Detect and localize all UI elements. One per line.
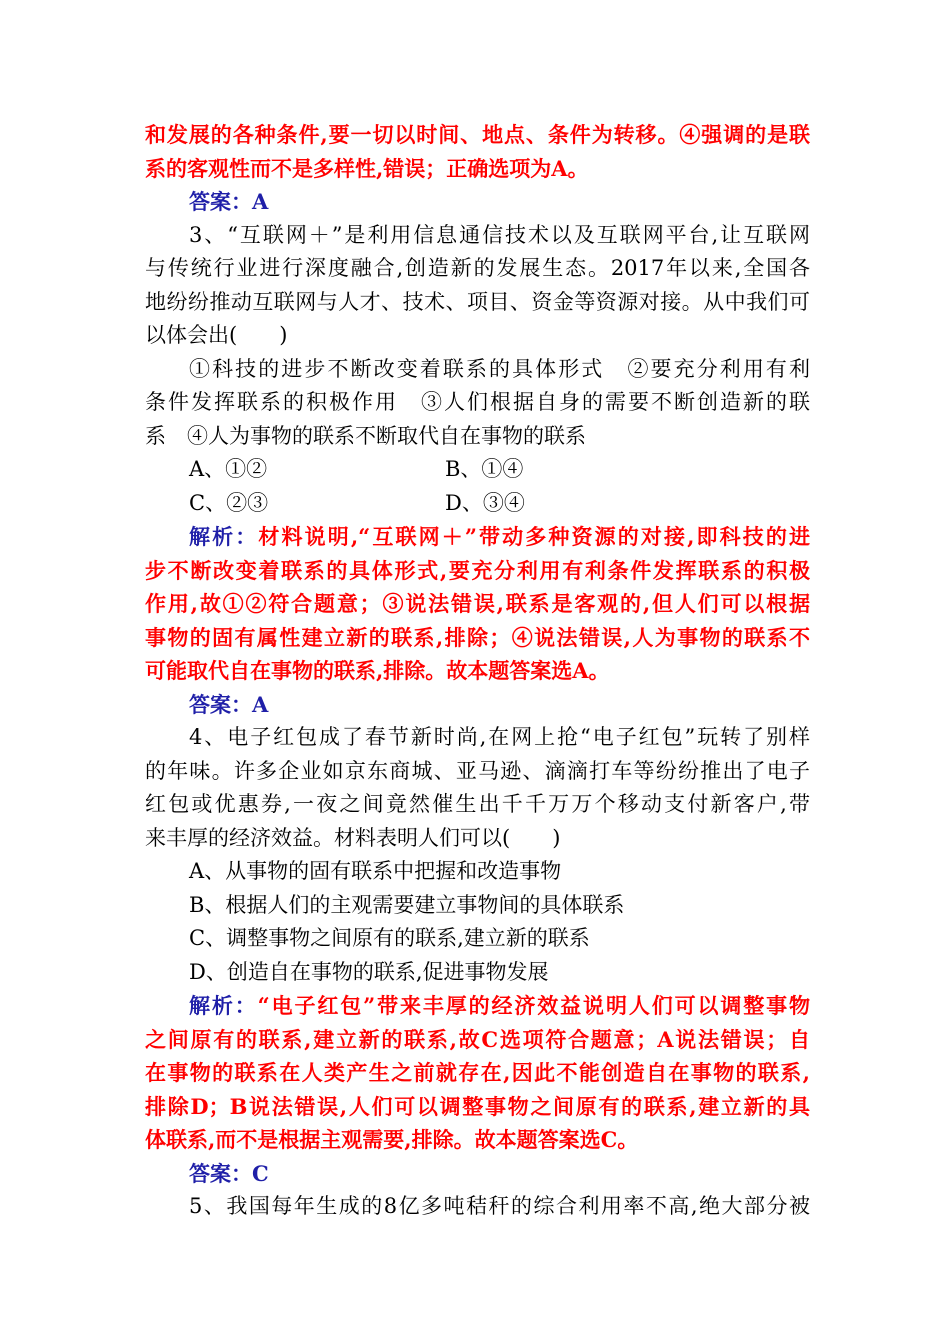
analysis-text: 可能取代自在事物的联系,排除。故本题答案选A。 [145,658,610,683]
analysis-text: 事物的固有属性建立新的联系,排除；④说法错误,人为事物的联系不 [145,624,810,650]
analysis-text: 系的客观性而不是多样性,错误；正确选项为A。 [145,155,589,181]
question-stem: 地纷纷推动互联网与人才、技术、项目、资金等资源对接。从中我们可 [145,289,810,314]
option-row [145,487,810,521]
analysis-line [145,989,810,1023]
option-d: D、③④ [445,490,525,515]
question-statement: 条件发挥联系的积极作用 ③人们根据自身的需要不断创造新的联 [145,390,810,414]
answer-label: 答案： [189,1160,252,1186]
analysis-label: 解析： [189,993,258,1018]
analysis-text: 和发展的各种条件,要一切以时间、地点、条件为转移。④强调的是联 [145,122,810,147]
analysis-text: “电子红包”带来丰厚的经济效益说明人们可以调整事物 [257,993,810,1018]
document-page [145,118,810,1224]
analysis-text: 材料说明,“互联网＋”带动多种资源的对接,即科技的进 [258,524,810,549]
question-statement: 系 ④人为事物的联系不断取代自在事物的联系 [145,423,586,448]
question-stem: 3、“互联网＋”是利用信息通信技术以及互联网平台,让互联网 [189,222,810,247]
option-b: B、①④ [445,457,524,481]
question-stem: 红包或优惠券,一夜之间竟然催生出千千万万个移动支付新客户,带 [145,792,810,816]
question-stem: 与传统行业进行深度融合,创造新的发展生态。2017年以来,全国各 [145,256,810,280]
answer-value: A [252,691,269,717]
analysis-text: 体联系,而不是根据主观需要,排除。故本题答案选C。 [145,1127,639,1152]
question-stem: 以体会出( ) [145,323,288,347]
option-row [145,453,810,487]
question-stem: 来丰厚的经济效益。材料表明人们可以( ) [145,825,561,850]
question-stem: 5、我国每年生成的8亿多吨秸秆的综合利用率不高,绝大部分被 [189,1194,810,1218]
option-d: D、创造自在事物的联系,促进事物发展 [189,959,549,984]
answer-value: C [252,1160,269,1186]
analysis-text: 排除D；B说法错误,人们可以调整事物之间原有的联系,建立新的具 [145,1093,810,1119]
analysis-text: 步不断改变着联系的具体形式,要充分利用有利条件发挥联系的积极 [145,557,810,583]
analysis-text: 作用,故①②符合题意；③说法错误,联系是客观的,但人们可以根据 [145,591,810,616]
answer-line [145,1157,810,1191]
question-statement: ①科技的进步不断改变着联系的具体形式 ②要充分利用有利 [189,356,810,381]
answer-label: 答案： [189,189,252,214]
option-a: A、从事物的固有联系中把握和改造事物 [189,859,562,883]
question-stem: 的年味。许多企业如京东商城、亚马逊、滴滴打车等纷纷推出了电子 [145,758,810,783]
analysis-label: 解析： [189,524,259,549]
option-b: B、根据人们的主观需要建立事物间的具体联系 [189,892,625,917]
analysis-line [145,520,810,554]
answer-label: 答案： [189,691,252,717]
option-c: C、调整事物之间原有的联系,建立新的联系 [189,926,590,950]
answer-line [145,185,810,219]
analysis-text: 之间原有的联系,建立新的联系,故C选项符合题意；A说法错误；自 [145,1026,810,1052]
analysis-text: 在事物的联系在人类产生之前就存在,因此不能创造自在事物的联系, [145,1060,810,1085]
option-a: A、①② [189,457,268,481]
answer-value: A [252,189,269,214]
question-stem: 4、电子红包成了春节新时尚,在网上抢“电子红包”玩转了别样 [189,725,810,749]
answer-line [145,688,810,722]
option-c: C、②③ [189,490,269,515]
